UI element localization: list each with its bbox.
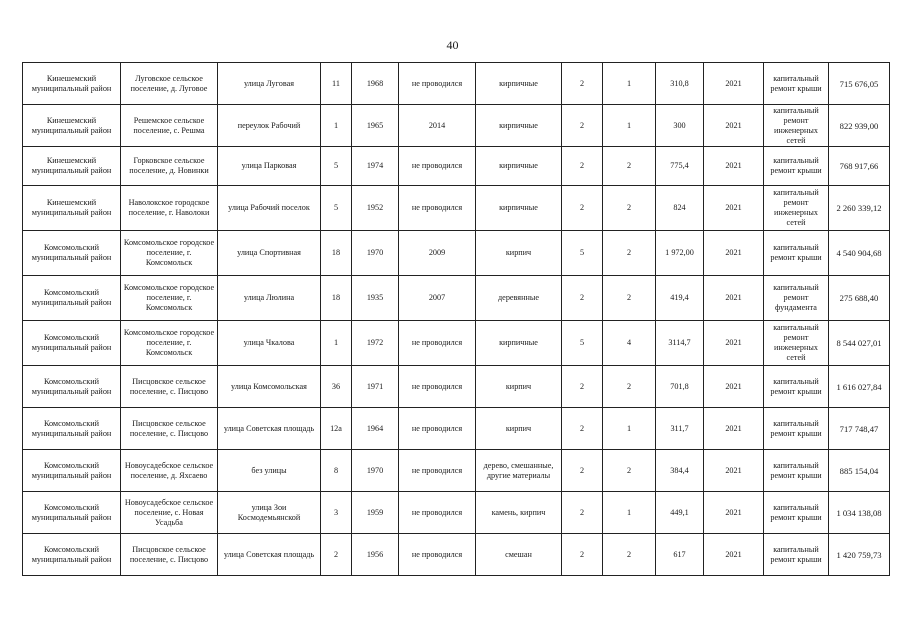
repair-program-table xyxy=(22,62,890,576)
house-number-cell: 8 xyxy=(321,450,352,492)
table-row xyxy=(23,492,890,534)
plan-year-cell: 2021 xyxy=(704,63,764,105)
district-cell: Комсомольский муниципальный район xyxy=(23,492,121,534)
house-number-cell: 1 xyxy=(321,321,352,366)
house-number-cell: 18 xyxy=(321,276,352,321)
entrances-cell: 2 xyxy=(603,534,656,576)
cost-cell: 2 260 339,12 xyxy=(829,186,890,231)
entrances-cell: 1 xyxy=(603,408,656,450)
area-cell: 310,8 xyxy=(656,63,704,105)
wall-material-cell: смешан xyxy=(476,534,562,576)
street-cell: улица Комсомольская xyxy=(218,366,321,408)
house-number-cell: 12а xyxy=(321,408,352,450)
entrances-cell: 2 xyxy=(603,231,656,276)
floors-cell: 2 xyxy=(562,534,603,576)
house-number-cell: 5 xyxy=(321,147,352,186)
table-row xyxy=(23,63,890,105)
street-cell: улица Парковая xyxy=(218,147,321,186)
wall-material-cell: кирпичные xyxy=(476,321,562,366)
cost-cell: 822 939,00 xyxy=(829,105,890,147)
table-row xyxy=(23,105,890,147)
floors-cell: 2 xyxy=(562,105,603,147)
work-type-cell: капитальный ремонт фундамента xyxy=(764,276,829,321)
wall-material-cell: кирпичные xyxy=(476,105,562,147)
last-repair-cell: не проводился xyxy=(399,492,476,534)
table-row xyxy=(23,231,890,276)
district-cell: Комсомольский муниципальный район xyxy=(23,534,121,576)
wall-material-cell: кирпичные xyxy=(476,147,562,186)
cost-cell: 8 544 027,01 xyxy=(829,321,890,366)
plan-year-cell: 2021 xyxy=(704,366,764,408)
entrances-cell: 2 xyxy=(603,147,656,186)
house-number-cell: 2 xyxy=(321,534,352,576)
settlement-cell: Писцовское сельское поселение, с. Писцово xyxy=(121,534,218,576)
last-repair-cell: 2014 xyxy=(399,105,476,147)
table-row xyxy=(23,276,890,321)
last-repair-cell: не проводился xyxy=(399,147,476,186)
work-type-cell: капитальный ремонт крыши xyxy=(764,63,829,105)
plan-year-cell: 2021 xyxy=(704,186,764,231)
wall-material-cell: кирпичные xyxy=(476,186,562,231)
district-cell: Комсомольский муниципальный район xyxy=(23,231,121,276)
cost-cell: 768 917,66 xyxy=(829,147,890,186)
area-cell: 384,4 xyxy=(656,450,704,492)
last-repair-cell: не проводился xyxy=(399,450,476,492)
wall-material-cell: кирпичные xyxy=(476,63,562,105)
settlement-cell: Луговское сельское поселение, д. Луговое xyxy=(121,63,218,105)
plan-year-cell: 2021 xyxy=(704,276,764,321)
entrances-cell: 2 xyxy=(603,276,656,321)
house-number-cell: 3 xyxy=(321,492,352,534)
street-cell: улица Зои Космодемьянской xyxy=(218,492,321,534)
district-cell: Комсомольский муниципальный район xyxy=(23,321,121,366)
settlement-cell: Решемское сельское поселение, с. Решма xyxy=(121,105,218,147)
floors-cell: 5 xyxy=(562,231,603,276)
cost-cell: 717 748,47 xyxy=(829,408,890,450)
year-built-cell: 1968 xyxy=(352,63,399,105)
entrances-cell: 4 xyxy=(603,321,656,366)
cost-cell: 1 616 027,84 xyxy=(829,366,890,408)
district-cell: Комсомольский муниципальный район xyxy=(23,408,121,450)
area-cell: 824 xyxy=(656,186,704,231)
entrances-cell: 2 xyxy=(603,450,656,492)
entrances-cell: 2 xyxy=(603,186,656,231)
floors-cell: 2 xyxy=(562,63,603,105)
street-cell: улица Луговая xyxy=(218,63,321,105)
floors-cell: 5 xyxy=(562,321,603,366)
district-cell: Комсомольский муниципальный район xyxy=(23,450,121,492)
last-repair-cell: не проводился xyxy=(399,534,476,576)
area-cell: 311,7 xyxy=(656,408,704,450)
area-cell: 775,4 xyxy=(656,147,704,186)
settlement-cell: Писцовское сельское поселение, с. Писцово xyxy=(121,408,218,450)
settlement-cell: Горковское сельское поселение, д. Новинки xyxy=(121,147,218,186)
cost-cell: 1 034 138,08 xyxy=(829,492,890,534)
district-cell: Кинешемский муниципальный район xyxy=(23,186,121,231)
entrances-cell: 2 xyxy=(603,366,656,408)
floors-cell: 2 xyxy=(562,366,603,408)
street-cell: улица Чкалова xyxy=(218,321,321,366)
district-cell: Комсомольский муниципальный район xyxy=(23,276,121,321)
work-type-cell: капитальный ремонт крыши xyxy=(764,534,829,576)
house-number-cell: 1 xyxy=(321,105,352,147)
street-cell: улица Спортивная xyxy=(218,231,321,276)
work-type-cell: капитальный ремонт крыши xyxy=(764,450,829,492)
floors-cell: 2 xyxy=(562,276,603,321)
cost-cell: 4 540 904,68 xyxy=(829,231,890,276)
floors-cell: 2 xyxy=(562,408,603,450)
plan-year-cell: 2021 xyxy=(704,450,764,492)
year-built-cell: 1972 xyxy=(352,321,399,366)
area-cell: 3114,7 xyxy=(656,321,704,366)
floors-cell: 2 xyxy=(562,450,603,492)
wall-material-cell: кирпич xyxy=(476,231,562,276)
table-row xyxy=(23,321,890,366)
area-cell: 300 xyxy=(656,105,704,147)
plan-year-cell: 2021 xyxy=(704,408,764,450)
house-number-cell: 18 xyxy=(321,231,352,276)
street-cell: улица Советская площадь xyxy=(218,534,321,576)
street-cell: улица Советская площадь xyxy=(218,408,321,450)
plan-year-cell: 2021 xyxy=(704,534,764,576)
house-number-cell: 5 xyxy=(321,186,352,231)
plan-year-cell: 2021 xyxy=(704,231,764,276)
settlement-cell: Наволокское городское поселение, г. Наволоки xyxy=(121,186,218,231)
table-row xyxy=(23,450,890,492)
wall-material-cell: кирпич xyxy=(476,366,562,408)
street-cell: улица Рабочий поселок xyxy=(218,186,321,231)
year-built-cell: 1964 xyxy=(352,408,399,450)
street-cell: без улицы xyxy=(218,450,321,492)
area-cell: 617 xyxy=(656,534,704,576)
table-row xyxy=(23,534,890,576)
table-row xyxy=(23,366,890,408)
cost-cell: 1 420 759,73 xyxy=(829,534,890,576)
last-repair-cell: 2009 xyxy=(399,231,476,276)
work-type-cell: капитальный ремонт крыши xyxy=(764,492,829,534)
settlement-cell: Новоусадебское сельское поселение, с. Новая Усадьба xyxy=(121,492,218,534)
settlement-cell: Комсомольское городское поселение, г. Комсомольск xyxy=(121,276,218,321)
year-built-cell: 1970 xyxy=(352,450,399,492)
area-cell: 449,1 xyxy=(656,492,704,534)
last-repair-cell: не проводился xyxy=(399,321,476,366)
cost-cell: 275 688,40 xyxy=(829,276,890,321)
settlement-cell: Комсомольское городское поселение, г. Комсомольск xyxy=(121,231,218,276)
year-built-cell: 1974 xyxy=(352,147,399,186)
settlement-cell: Комсомольское городское поселение, г. Комсомольск xyxy=(121,321,218,366)
cost-cell: 715 676,05 xyxy=(829,63,890,105)
district-cell: Кинешемский муниципальный район xyxy=(23,147,121,186)
wall-material-cell: дерево, смешанные, другие материалы xyxy=(476,450,562,492)
wall-material-cell: камень, кирпич xyxy=(476,492,562,534)
work-type-cell: капитальный ремонт крыши xyxy=(764,231,829,276)
year-built-cell: 1965 xyxy=(352,105,399,147)
entrances-cell: 1 xyxy=(603,63,656,105)
year-built-cell: 1971 xyxy=(352,366,399,408)
settlement-cell: Писцовское сельское поселение, с. Писцово xyxy=(121,366,218,408)
table-row xyxy=(23,147,890,186)
wall-material-cell: деревянные xyxy=(476,276,562,321)
floors-cell: 2 xyxy=(562,186,603,231)
house-number-cell: 11 xyxy=(321,63,352,105)
year-built-cell: 1952 xyxy=(352,186,399,231)
plan-year-cell: 2021 xyxy=(704,105,764,147)
wall-material-cell: кирпич xyxy=(476,408,562,450)
district-cell: Кинешемский муниципальный район xyxy=(23,63,121,105)
plan-year-cell: 2021 xyxy=(704,321,764,366)
work-type-cell: капитальный ремонт инженерных сетей xyxy=(764,105,829,147)
year-built-cell: 1970 xyxy=(352,231,399,276)
last-repair-cell: не проводился xyxy=(399,186,476,231)
plan-year-cell: 2021 xyxy=(704,147,764,186)
floors-cell: 2 xyxy=(562,147,603,186)
year-built-cell: 1956 xyxy=(352,534,399,576)
entrances-cell: 1 xyxy=(603,105,656,147)
street-cell: улица Люлина xyxy=(218,276,321,321)
table-row xyxy=(23,408,890,450)
last-repair-cell: не проводился xyxy=(399,408,476,450)
last-repair-cell: 2007 xyxy=(399,276,476,321)
last-repair-cell: не проводился xyxy=(399,366,476,408)
settlement-cell: Новоусадебское сельское поселение, д. Яхсаево xyxy=(121,450,218,492)
plan-year-cell: 2021 xyxy=(704,492,764,534)
floors-cell: 2 xyxy=(562,492,603,534)
area-cell: 1 972,00 xyxy=(656,231,704,276)
page-number: 40 xyxy=(446,38,459,52)
work-type-cell: капитальный ремонт крыши xyxy=(764,366,829,408)
work-type-cell: капитальный ремонт инженерных сетей xyxy=(764,186,829,231)
year-built-cell: 1959 xyxy=(352,492,399,534)
table-row xyxy=(23,186,890,231)
work-type-cell: капитальный ремонт крыши xyxy=(764,408,829,450)
area-cell: 419,4 xyxy=(656,276,704,321)
district-cell: Комсомольский муниципальный район xyxy=(23,366,121,408)
district-cell: Кинешемский муниципальный район xyxy=(23,105,121,147)
last-repair-cell: не проводился xyxy=(399,63,476,105)
area-cell: 701,8 xyxy=(656,366,704,408)
year-built-cell: 1935 xyxy=(352,276,399,321)
house-number-cell: 36 xyxy=(321,366,352,408)
work-type-cell: капитальный ремонт инженерных сетей xyxy=(764,321,829,366)
entrances-cell: 1 xyxy=(603,492,656,534)
cost-cell: 885 154,04 xyxy=(829,450,890,492)
work-type-cell: капитальный ремонт крыши xyxy=(764,147,829,186)
street-cell: переулок Рабочий xyxy=(218,105,321,147)
table-body xyxy=(23,63,890,576)
